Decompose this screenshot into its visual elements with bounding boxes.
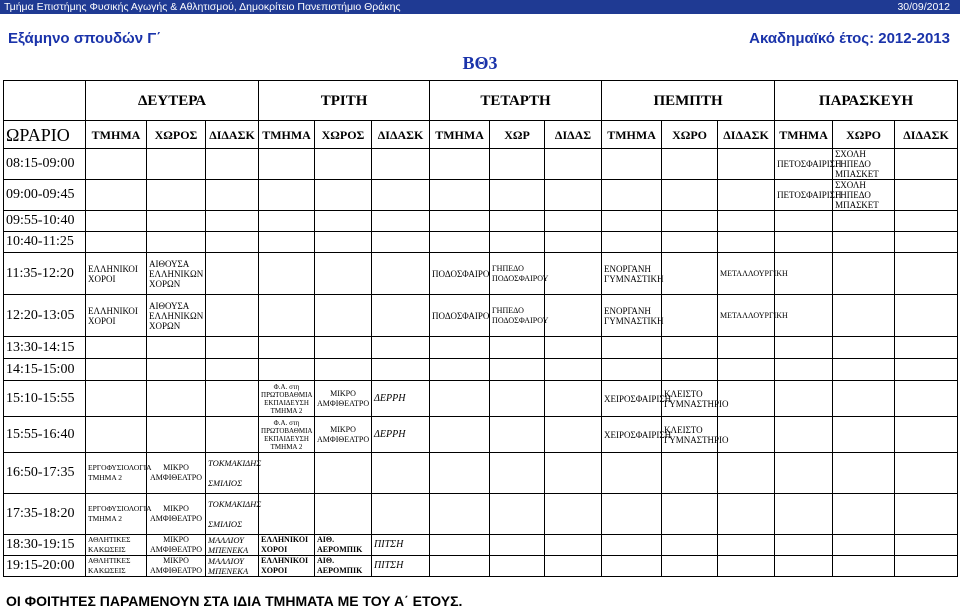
- room-cell: ΑΙΘ. ΑΕΡΟΜΠΙΚ: [315, 535, 372, 556]
- time-slot: 09:55-10:40: [4, 211, 86, 232]
- day-wednesday: ΤΕΤΑΡΤΗ: [430, 81, 602, 121]
- group-code: ΒΘ3: [462, 53, 498, 73]
- class-cell: ΕΛΛΗΝΙΚΟΙ ΧΟΡΟΙ: [259, 535, 315, 556]
- col-header: ΧΩΡΟΣ: [315, 121, 372, 149]
- teacher-name: ΜΠΕΝΕΚΑ: [208, 545, 249, 555]
- room-cell: ΜΙΚΡΟ ΑΜΦΙΘΕΑΤΡΟ: [315, 417, 372, 453]
- class-cell: ΧΕΙΡΟΣΦΑΙΡΙΣΗ: [602, 381, 662, 417]
- col-header: ΧΩΡΟ: [662, 121, 718, 149]
- day-monday: ΔΕΥΤΕΡΑ: [86, 81, 259, 121]
- room-cell: ΜΙΚΡΟ ΑΜΦΙΘΕΑΤΡΟ: [147, 453, 206, 494]
- day-friday: ΠΑΡΑΣΚΕΥΗ: [775, 81, 958, 121]
- teacher-cell: ΔΕΡΡΗ: [372, 417, 430, 453]
- room-cell: ΑΙΘΟΥΣΑ ΕΛΛΗΝΙΚΩΝ ΧΟΡΩΝ: [147, 295, 206, 337]
- room-cell: ΑΙΘΟΥΣΑ ΕΛΛΗΝΙΚΩΝ ΧΟΡΩΝ: [147, 253, 206, 295]
- col-header: ΧΩΡΟΣ: [147, 121, 206, 149]
- room-cell: ΜΙΚΡΟ ΑΜΦΙΘΕΑΤΡΟ: [147, 535, 206, 556]
- class-cell: ΕΡΓΟΦΥΣΙΟΛΟΓΙΑ ΤΜΗΜΑ 2: [86, 453, 147, 494]
- teacher-cell: ΠΙΤΣΗ: [372, 556, 430, 577]
- class-cell: ΕΛΛΗΝΙΚΟΙ ΧΟΡΟΙ: [86, 253, 147, 295]
- teacher-name: ΜΠΕΝΕΚΑ: [208, 566, 249, 576]
- class-cell: Φ.Α. στη ΠΡΩΤΟΒΑΘΜΙΑ ΕΚΠΑΙΔΕΥΣΗ ΤΜΗΜΑ 2: [259, 381, 315, 417]
- room-cell: ΚΛΕΙΣΤΟ ΓΥΜΝΑΣΤΗΡΙΟ: [662, 381, 718, 417]
- col-header: ΔΙΔΑΣ: [545, 121, 602, 149]
- teacher-cell: [206, 453, 262, 494]
- class-cell: Φ.Α. στη ΠΡΩΤΟΒΑΘΜΙΑ ΕΚΠΑΙΔΕΥΣΗ ΤΜΗΜΑ 2: [259, 417, 315, 453]
- corner-cell: [4, 81, 86, 121]
- class-cell: ΕΝΟΡΓΑΝΗ ΓΥΜΝΑΣΤΙΚΗ: [602, 295, 662, 337]
- room-cell: ΚΛΕΙΣΤΟ ΓΥΜΝΑΣΤΗΡΙΟ: [662, 417, 718, 453]
- col-header: ΔΙΔΑΣΚ: [206, 121, 259, 149]
- teacher-cell: ΔΕΡΡΗ: [372, 381, 430, 417]
- teacher-name: ΜΑΛΛΙΟΥ: [208, 535, 244, 545]
- university-name: Τμήμα Επιστήμης Φυσικής Αγωγής & Αθλητισμού, Δημοκρίτειο Πανεπιστήμιο Θράκης: [4, 1, 401, 13]
- time-slot: 19:15-20:00: [4, 556, 86, 577]
- class-cell: ΠΕΤΟΣΦΑΙΡΙΣΗ: [775, 149, 833, 180]
- time-slot: 16:50-17:35: [4, 453, 86, 494]
- print-date: 30/09/2012: [897, 1, 950, 13]
- time-slot: 14:15-15:00: [4, 359, 86, 381]
- time-slot: 12:20-13:05: [4, 295, 86, 337]
- teacher-name: ΣΜΙΛΙΟΣ: [208, 478, 243, 488]
- class-cell: ΠΟΔΟΣΦΑΙΡΟ: [430, 295, 490, 337]
- room-cell: ΣΧΟΛΗ ΓΗΠΕΔΟ ΜΠΑΣΚΕΤ: [833, 180, 895, 211]
- col-header: ΔΙΔΑΣΚ: [372, 121, 430, 149]
- col-header: ΧΩΡΟ: [833, 121, 895, 149]
- room-cell: ΜΙΚΡΟ ΑΜΦΙΘΕΑΤΡΟ: [147, 556, 206, 577]
- academic-year: Ακαδημαϊκό έτος: 2012-2013: [749, 30, 950, 47]
- time-slot: 18:30-19:15: [4, 535, 86, 556]
- teacher-name: ΜΑΛΛΙΟΥ: [208, 556, 244, 566]
- col-header: ΤΜΗΜΑ: [602, 121, 662, 149]
- time-slot: 17:35-18:20: [4, 494, 86, 535]
- room-cell: ΓΗΠΕΔΟ ΠΟΔΟΣΦΑΙΡΟΥ: [490, 295, 545, 337]
- teacher-cell: [206, 556, 259, 577]
- time-slot: 13:30-14:15: [4, 337, 86, 359]
- time-slot: 15:10-15:55: [4, 381, 86, 417]
- room-cell: ΣΧΟΛΗ ΓΗΠΕΔΟ ΜΠΑΣΚΕΤ: [833, 149, 895, 180]
- col-header: ΧΩΡ: [490, 121, 545, 149]
- class-cell: ΠΟΔΟΣΦΑΙΡΟ: [430, 253, 490, 295]
- class-cell: ΠΕΤΟΣΦΑΙΡΙΣΗ: [775, 180, 833, 211]
- class-cell: ΕΡΓΟΦΥΣΙΟΛΟΓΙΑ ΤΜΗΜΑ 2: [86, 494, 147, 535]
- semester-label: Εξάμηνο σπουδών Γ΄: [8, 30, 162, 47]
- time-header: ΩΡΑΡΙΟ: [4, 121, 86, 149]
- room-cell: ΑΙΘ. ΑΕΡΟΜΠΙΚ: [315, 556, 372, 577]
- footer-note: ΟΙ ΦΟΙΤΗΤΕΣ ΠΑΡΑΜΕΝΟΥΝ ΣΤΑ ΙΔΙΑ ΤΜΗΜΑΤΑ ΜΕ ΤΟΥ Α΄ ΕΤΟΥΣ.: [6, 593, 463, 609]
- top-banner: [0, 0, 960, 14]
- day-thursday: ΠΕΜΠΤΗ: [602, 81, 775, 121]
- room-cell: ΜΙΚΡΟ ΑΜΦΙΘΕΑΤΡΟ: [315, 381, 372, 417]
- day-tuesday: ΤΡΙΤΗ: [259, 81, 430, 121]
- room-cell: ΜΙΚΡΟ ΑΜΦΙΘΕΑΤΡΟ: [147, 494, 206, 535]
- class-cell: ΑΘΛΗΤΙΚΕΣ ΚΑΚΩΣΕΙΣ: [86, 535, 147, 556]
- col-header: ΤΜΗΜΑ: [430, 121, 490, 149]
- teacher-cell: [206, 494, 262, 535]
- class-cell: ΕΛΛΗΝΙΚΟΙ ΧΟΡΟΙ: [86, 295, 147, 337]
- teacher-name: ΣΜΙΛΙΟΣ: [208, 519, 243, 529]
- time-slot: 10:40-11:25: [4, 232, 86, 253]
- time-slot: 09:00-09:45: [4, 180, 86, 211]
- col-header: ΤΜΗΜΑ: [259, 121, 315, 149]
- col-header: ΔΙΔΑΣΚ: [895, 121, 958, 149]
- time-slot: 11:35-12:20: [4, 253, 86, 295]
- teacher-cell: ΠΙΤΣΗ: [372, 535, 430, 556]
- time-slot: 15:55-16:40: [4, 417, 86, 453]
- col-header: ΔΙΔΑΣΚ: [718, 121, 775, 149]
- col-header: ΤΜΗΜΑ: [86, 121, 147, 149]
- col-header: ΤΜΗΜΑ: [775, 121, 833, 149]
- room-cell: ΜΕΤΑΛΛΟΥΡΓΙΚΗ: [718, 253, 775, 295]
- teacher-name: ΤΟΚΜΑΚΙΔΗΣ: [208, 458, 262, 468]
- class-cell: ΕΝΟΡΓΑΝΗ ΓΥΜΝΑΣΤΙΚΗ: [602, 253, 662, 295]
- class-cell: ΕΛΛΗΝΙΚΟΙ ΧΟΡΟΙ: [259, 556, 315, 577]
- room-cell: ΜΕΤΑΛΛΟΥΡΓΙΚΗ: [718, 295, 775, 337]
- time-slot: 08:15-09:00: [4, 149, 86, 180]
- class-cell: ΧΕΙΡΟΣΦΑΙΡΙΣΗ: [602, 417, 662, 453]
- room-cell: ΓΗΠΕΔΟ ΠΟΔΟΣΦΑΙΡΟΥ: [490, 253, 545, 295]
- teacher-cell: [206, 535, 259, 556]
- teacher-name: ΤΟΚΜΑΚΙΔΗΣ: [208, 499, 262, 509]
- class-cell: ΑΘΛΗΤΙΚΕΣ ΚΑΚΩΣΕΙΣ: [86, 556, 147, 577]
- timetable: [3, 80, 958, 577]
